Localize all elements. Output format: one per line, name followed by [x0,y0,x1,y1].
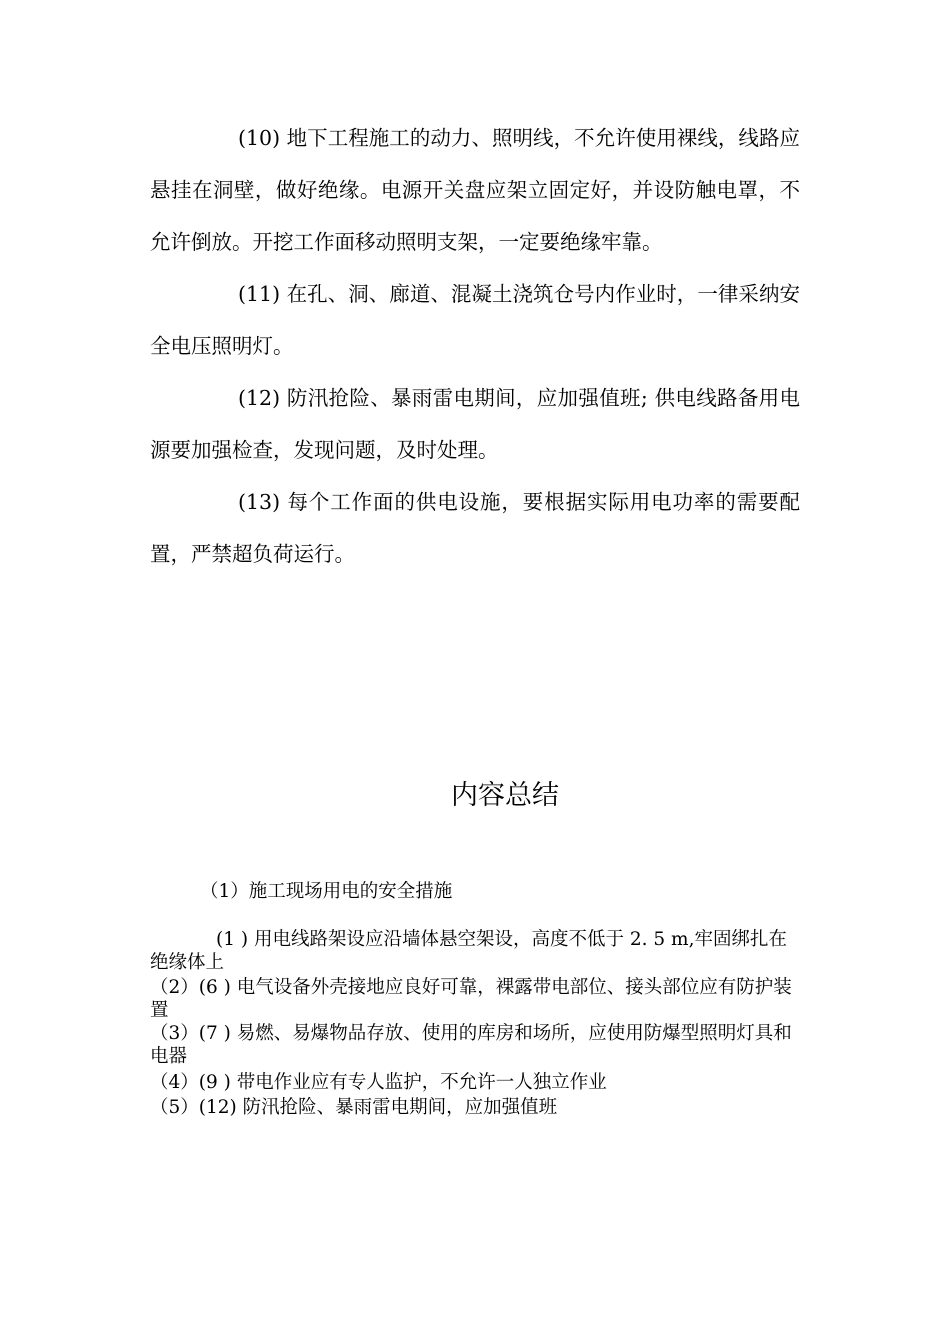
paragraph-11: (11) 在孔、洞、廊道、混凝土浇筑仓号内作业时，一律采纳安全电压照明灯。 [150,282,800,358]
summary-heading: （1）施工现场用电的安全措施 [200,881,453,902]
list-item: (1 ) 用电线路架设应沿墙体悬空架设，高度不低于 2. 5 m,牢固绑扎在绝缘体上 [150,929,787,973]
paragraph-13: (13) 每个工作面的供电设施，要根据实际用电功率的需要配置，严禁超负荷运行。 [150,490,800,566]
summary-list-item-4-wrap [150,1071,802,1094]
summary-list-item-3-wrap [150,1022,802,1068]
list-item: （2）(6 ) 电气设备外壳接地应良好可靠，裸露带电部位、接头部位应有防护装置 [150,977,792,1021]
paragraph-12: (12) 防汛抢险、暴雨雷电期间，应加强值班; 供电线路备用电源要加强检查，发现问题，及时处理。 [150,386,800,462]
list-item: （5）(12) 防汛抢险、暴雨雷电期间，应加强值班 [150,1097,558,1118]
summary-title: 内容总结 [451,780,559,811]
summary-list-item-2-wrap [150,976,802,1022]
summary-list-item-1-wrap [150,928,802,974]
list-item: （4）(9 ) 带电作业应有专人监护，不允许一人独立作业 [150,1072,607,1093]
list-item: （3）(7 ) 易燃、易爆物品存放、使用的库房和场所，应使用防爆型照明灯具和电器 [150,1023,792,1067]
summary-list-item-5-wrap [150,1096,802,1119]
paragraph-10: (10) 地下工程施工的动力、照明线，不允许使用裸线，线路应悬挂在洞壁，做好绝缘。电源开关盘应架立固定好，并设防触电罩，不允许倒放。开挖工作面移动照明支架，一定要绝缘牢靠。 [150,126,800,254]
